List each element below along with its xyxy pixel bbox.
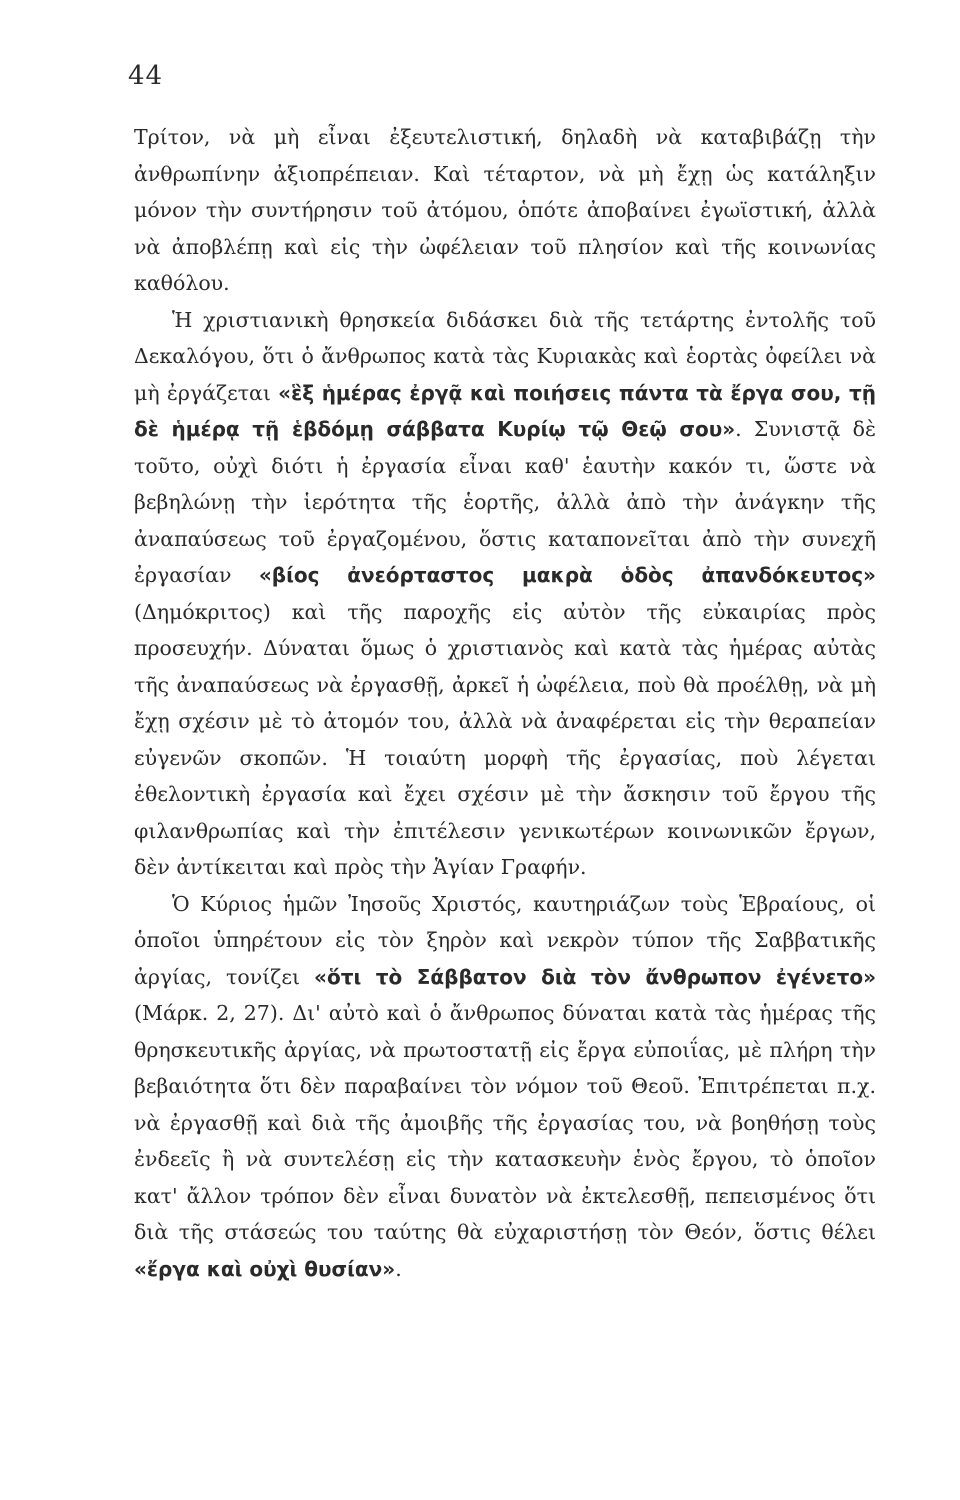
paragraph-3-text-c: .	[395, 1256, 402, 1281]
paragraph-1	[134, 119, 876, 302]
paragraph-1-text: Τρίτον, νὰ μὴ εἶναι ἐξευτελιστική, δηλαδὴ νὰ καταβιβάζῃ τὴν ἀνθρωπίνην ἀξιοπρέπειαν. Καὶ τέταρτον, νὰ μὴ ἔχῃ ὡς κατάληξιν μόνον τὴν συντήρησιν τοῦ ἀτόμου, ὁπότε ἀποβαίνει ἐγωϊστική, ἀλλὰ νὰ ἀποβλέπῃ καὶ εἰς τὴν ὠφέλειαν τοῦ πλησίον καὶ τῆς κοινωνίας καθόλου.	[134, 125, 876, 295]
paragraph-3	[134, 886, 876, 1288]
paragraph-2-text-c: (Δημόκριτος) καὶ τῆς παροχῆς εἰς αὐτὸν τῆς εὐκαιρίας πρὸς προσευχήν. Δύναται ὅμως ὁ χριστιανὸς καὶ κατὰ τὰς ἡμέρας αὐτὰς τῆς ἀναπαύσεως νὰ ἐργασθῇ, ἀρκεῖ ἡ ὠφέλεια, ποὺ θὰ προέλθῃ, νὰ μὴ ἔχῃ σχέσιν μὲ τὸ ἀτομόν του, ἀλλὰ νὰ ἀναφέρεται εἰς τὴν θεραπείαν εὐγενῶν σκοπῶν. Ἡ τοιαύτη μορφὴ τῆς ἐργασίας, ποὺ λέγεται ἐθελοντικὴ ἐργασία καὶ ἔχει σχέσιν μὲ τὴν ἄσκησιν τοῦ ἔργου τῆς φιλανθρωπίας καὶ τὴν ἐπιτέλεσιν γενικωτέρων κοινωνικῶν ἔργων, δὲν ἀντίκειται καὶ πρὸς τὴν Ἁγίαν Γραφήν.	[134, 599, 876, 879]
page-number: 44	[128, 61, 164, 91]
paragraph-3-text-a: Ὁ Κύριος ἡμῶν Ἰησοῦς Χριστός, καυτηριάζων τοὺς Ἑβραίους, οἱ ὁποῖοι ὑπηρέτουν εἰς τὸν ξηρὸν καὶ νεκρὸν τύπον τῆς Σαββατικῆς ἀργίας, τονίζει	[134, 891, 876, 989]
paragraph-2-text-a: Ἡ χριστιανικὴ θρησκεία διδάσκει διὰ τῆς τετάρτης ἐντολῆς τοῦ Δεκαλόγου, ὅτι ὁ ἄνθρωπος κατὰ τὰς Κυριακὰς καὶ ἑορτὰς ὀφείλει νὰ μὴ ἐργάζεται	[134, 307, 876, 405]
body-text	[134, 119, 876, 1287]
quote-democritus: «βίος ἀνεόρταστος μακρὰ ὁδὸς ἀπανδόκευτος»	[258, 563, 876, 587]
quote-sabbath: «ὅτι τὸ Σάββατον διὰ τὸν ἄνθρωπον ἐγένετο»	[314, 964, 876, 989]
paragraph-2	[134, 302, 876, 886]
paragraph-2-text-b: . Συνιστᾷ δὲ τοῦτο, οὐχὶ διότι ἡ ἐργασία εἶναι καθ' ἑαυτὴν κακόν τι, ὥστε νὰ βεβηλώνῃ τὴν ἱερότητα τῆς ἑορτῆς, ἀλλὰ ἀπὸ τὴν ἀνάγκην τῆς ἀναπαύσεως τοῦ ἐργαζομένου, ὅστις καταπονεῖται ἀπὸ τὴν συνεχῆ ἐργασίαν	[134, 417, 877, 587]
quote-works-not-sacrifice: «ἔργα καὶ οὐχὶ θυσίαν»	[134, 1256, 396, 1281]
paragraph-3-text-b: (Μάρκ. 2, 27). Δι' αὐτὸ καὶ ὁ ἄνθρωπος δύναται κατὰ τὰς ἡμέρας τῆς θρησκευτικῆς ἀργίας, νὰ πρωτοστατῇ εἰς ἔργα εὐποιΐας, μὲ πλήρη τὴν βεβαιότητα ὅτι δὲν παραβαίνει τὸν νόμον τοῦ Θεοῦ. Ἐπιτρέπεται π.χ. νὰ ἐργασθῇ καὶ διὰ τῆς ἀμοιβῆς τῆς ἐργασίας του, νὰ βοηθήσῃ τοὺς ἐνδεεῖς ἢ νὰ συντελέσῃ εἰς τὴν κατασκευὴν ἑνὸς ἔργου, τὸ ὁποῖον κατ' ἄλλον τρόπον δὲν εἶναι δυνατὸν νὰ ἐκτελεσθῇ, πεπεισμένος ὅτι διὰ τῆς στάσεώς του ταύτης θὰ εὐχαριστήσῃ τὸν Θεόν, ὅστις θέλει	[134, 1001, 876, 1244]
quote-commandment: «ἓξ ἡμέρας ἐργᾷ καὶ ποιήσεις πάντα τὰ ἔργα σου, τῇ δὲ ἡμέρᾳ τῇ ἑβδόμῃ σάββατα Κυρίῳ τῷ Θεῷ σου»	[134, 380, 876, 441]
